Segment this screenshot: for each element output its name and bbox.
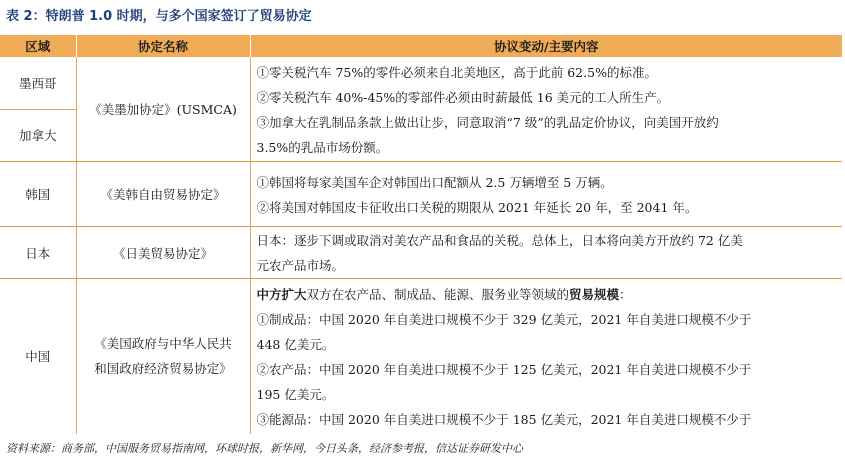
content-line: ③能源品：中国 2020 年自美进口规模不少于 185 亿美元，2021 年自美进口规模不少于: [256, 411, 752, 427]
content-line: 448 亿美元。: [256, 336, 335, 352]
agreement-name: 《美韩自由贸易协定》: [76, 162, 250, 227]
header-region: 区域: [0, 35, 76, 57]
content-line: 元农产品市场。: [256, 258, 345, 273]
content-line: ②零关税汽车 40%-45%的零部件必须由时薪最低 16 美元的工人所生产。: [256, 89, 670, 105]
agreement-name-line: 和国政府经济贸易协定》: [94, 361, 232, 377]
table-row: [0, 162, 842, 227]
table-row: [0, 57, 842, 162]
content-intro: [257, 282, 837, 307]
header-content: 协议变动/主要内容: [250, 35, 842, 57]
trade-agreements-table: [0, 35, 842, 434]
content-line: ③加拿大在乳制品条款上做出让步，同意取消“7 级”的乳品定价协议，向美国开放约: [256, 114, 719, 130]
agreement-content: [250, 57, 842, 162]
content-line: 195 亿美元。: [256, 386, 335, 402]
region-mexico: 墨西哥: [0, 57, 76, 110]
region-korea: 韩国: [0, 162, 76, 227]
agreement-name: 《美墨加协定》(USMCA): [76, 57, 250, 162]
table-title: 表 2：特朗普 1.0 时期，与多个国家签订了贸易协定: [6, 9, 312, 24]
agreement-content: [250, 227, 842, 279]
agreement-content: [250, 279, 842, 434]
region-cell: [0, 57, 76, 162]
table-row: [0, 227, 842, 279]
intro-bold-2: 贸易规模: [569, 286, 620, 302]
table-row: [0, 279, 842, 434]
content-line: ②将美国对韩国皮卡征收出口关税的期限从 2021 年延长 20 年，至 2041 年。: [256, 199, 698, 215]
agreement-content: [250, 162, 842, 227]
content-line: ①韩国将每家美国车企对韩国出口配额从 2.5 万辆增至 5 万辆。: [256, 174, 613, 190]
intro-bold-1: 中方扩大: [256, 286, 307, 302]
source-note: 资料来源：商务部，中国服务贸易指南网，环球时报，新华网，今日头条，经济参考报，信达证券研发中心: [6, 442, 523, 455]
content-line: 日本：逐步下调或取消对美农产品和食品的关税。总体上，日本将向美方开放约 72 亿美: [256, 233, 743, 248]
intro-text-2: ：: [619, 286, 632, 302]
content-line: ①制成品：中国 2020 年自美进口规模不少于 329 亿美元，2021 年自美进口规模不少于: [256, 311, 752, 327]
header-agreement: 协定名称: [76, 35, 250, 57]
agreement-name: [76, 279, 250, 434]
region-japan: 日本: [0, 227, 76, 279]
content-line: ①零关税汽车 75%的零件必须来自北美地区，高于此前 62.5%的标准。: [256, 64, 657, 80]
intro-text-1: 双方在农产品、制成品、能源、服务业等领域的: [306, 286, 570, 302]
region-china: 中国: [0, 279, 76, 434]
agreement-name-line: 《美国政府与中华人民共: [94, 336, 232, 352]
table-header-row: [0, 35, 842, 57]
agreement-name: 《日美贸易协定》: [76, 227, 250, 279]
region-canada: 加拿大: [18, 128, 57, 144]
content-line: 3.5%的乳品市场份额。: [256, 139, 389, 155]
content-line: ②农产品：中国 2020 年自美进口规模不少于 125 亿美元，2021 年自美进口规模不少于: [256, 361, 752, 377]
